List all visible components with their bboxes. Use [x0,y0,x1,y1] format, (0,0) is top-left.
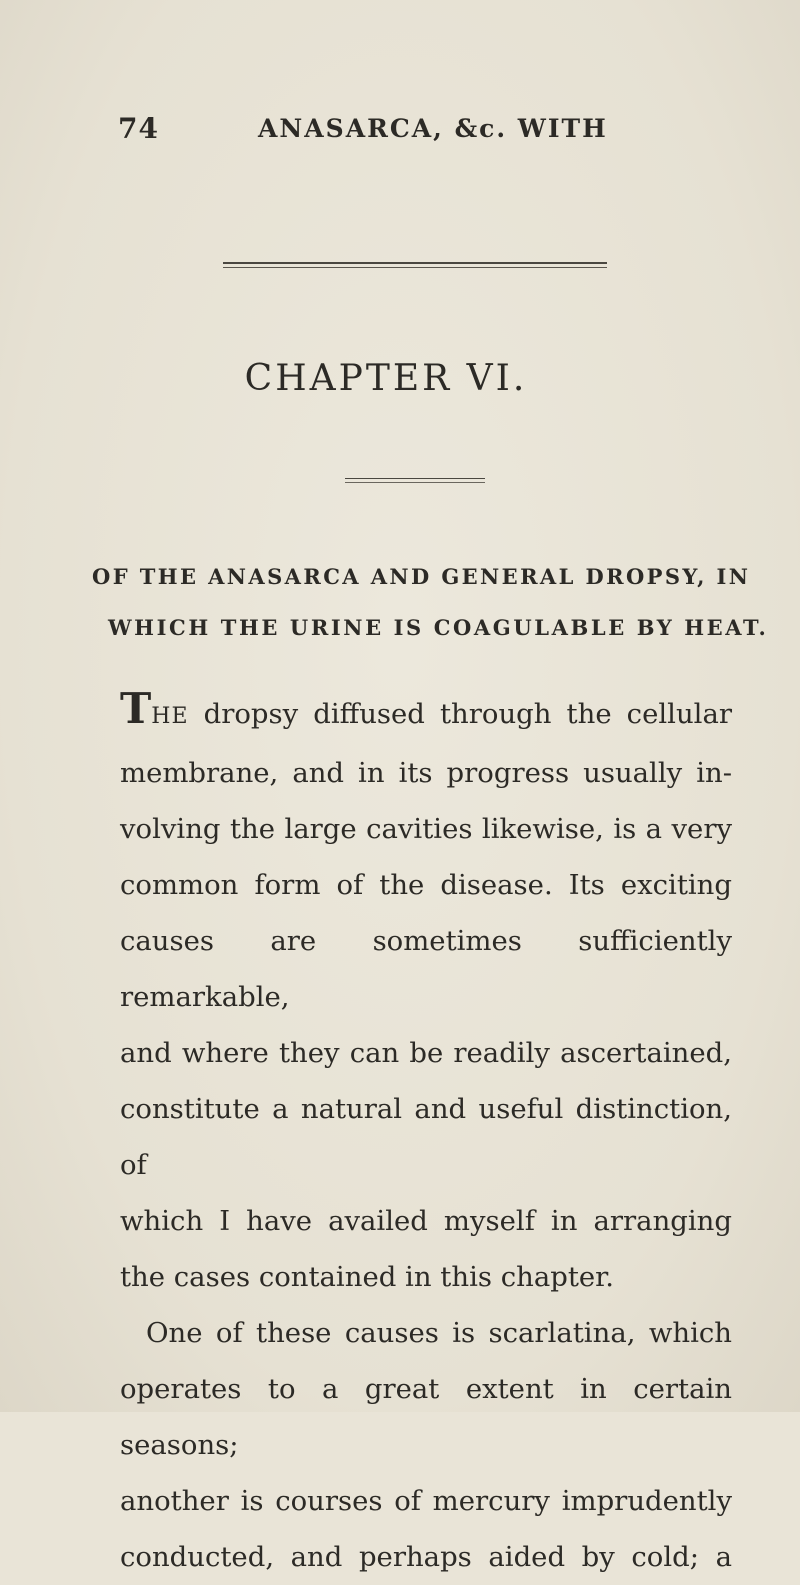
text-line: One of these causes is scarlatina, which [146,1317,732,1349]
text-line: common form of the disease. Its exciting [120,869,732,901]
page-header [118,112,718,152]
decorative-rule-short [345,478,485,479]
text-line: membrane, and in its progress usually in- [120,757,732,789]
body-text [120,686,732,1585]
running-head: ANASARCA, &c. WITH [258,114,608,143]
text-line: which I have availed myself in arranging [120,1205,732,1237]
text-line: THE dropsy diffused through the cellular [120,684,732,733]
page-number: 74 [118,112,159,145]
decorative-rule-top [223,262,607,264]
drop-cap: T [120,684,152,733]
chapter-subtitle-line-2: WHICH THE URINE IS COAGULABLE BY HEAT. [108,615,769,640]
text-line: operates to a great extent in certain seasons; [120,1373,732,1461]
text-line: volving the large cavities likewise, is a very [120,813,732,845]
chapter-subtitle-line-1: OF THE ANASARCA AND GENERAL DROPSY, IN [92,564,751,589]
chapter-heading: CHAPTER VI. [244,358,528,399]
text-line: another is courses of mercury imprudently [120,1485,732,1517]
text-line: and where they can be readily ascertained, [120,1037,732,1069]
text-line: constitute a natural and useful distinction, of [120,1093,732,1181]
text-line: conducted, and perhaps aided by cold; a [120,1541,732,1573]
text-line: causes are sometimes sufficiently remarkable, [120,925,732,1013]
text-line: the cases contained in this chapter. [120,1261,615,1293]
small-caps: HE [151,704,189,729]
